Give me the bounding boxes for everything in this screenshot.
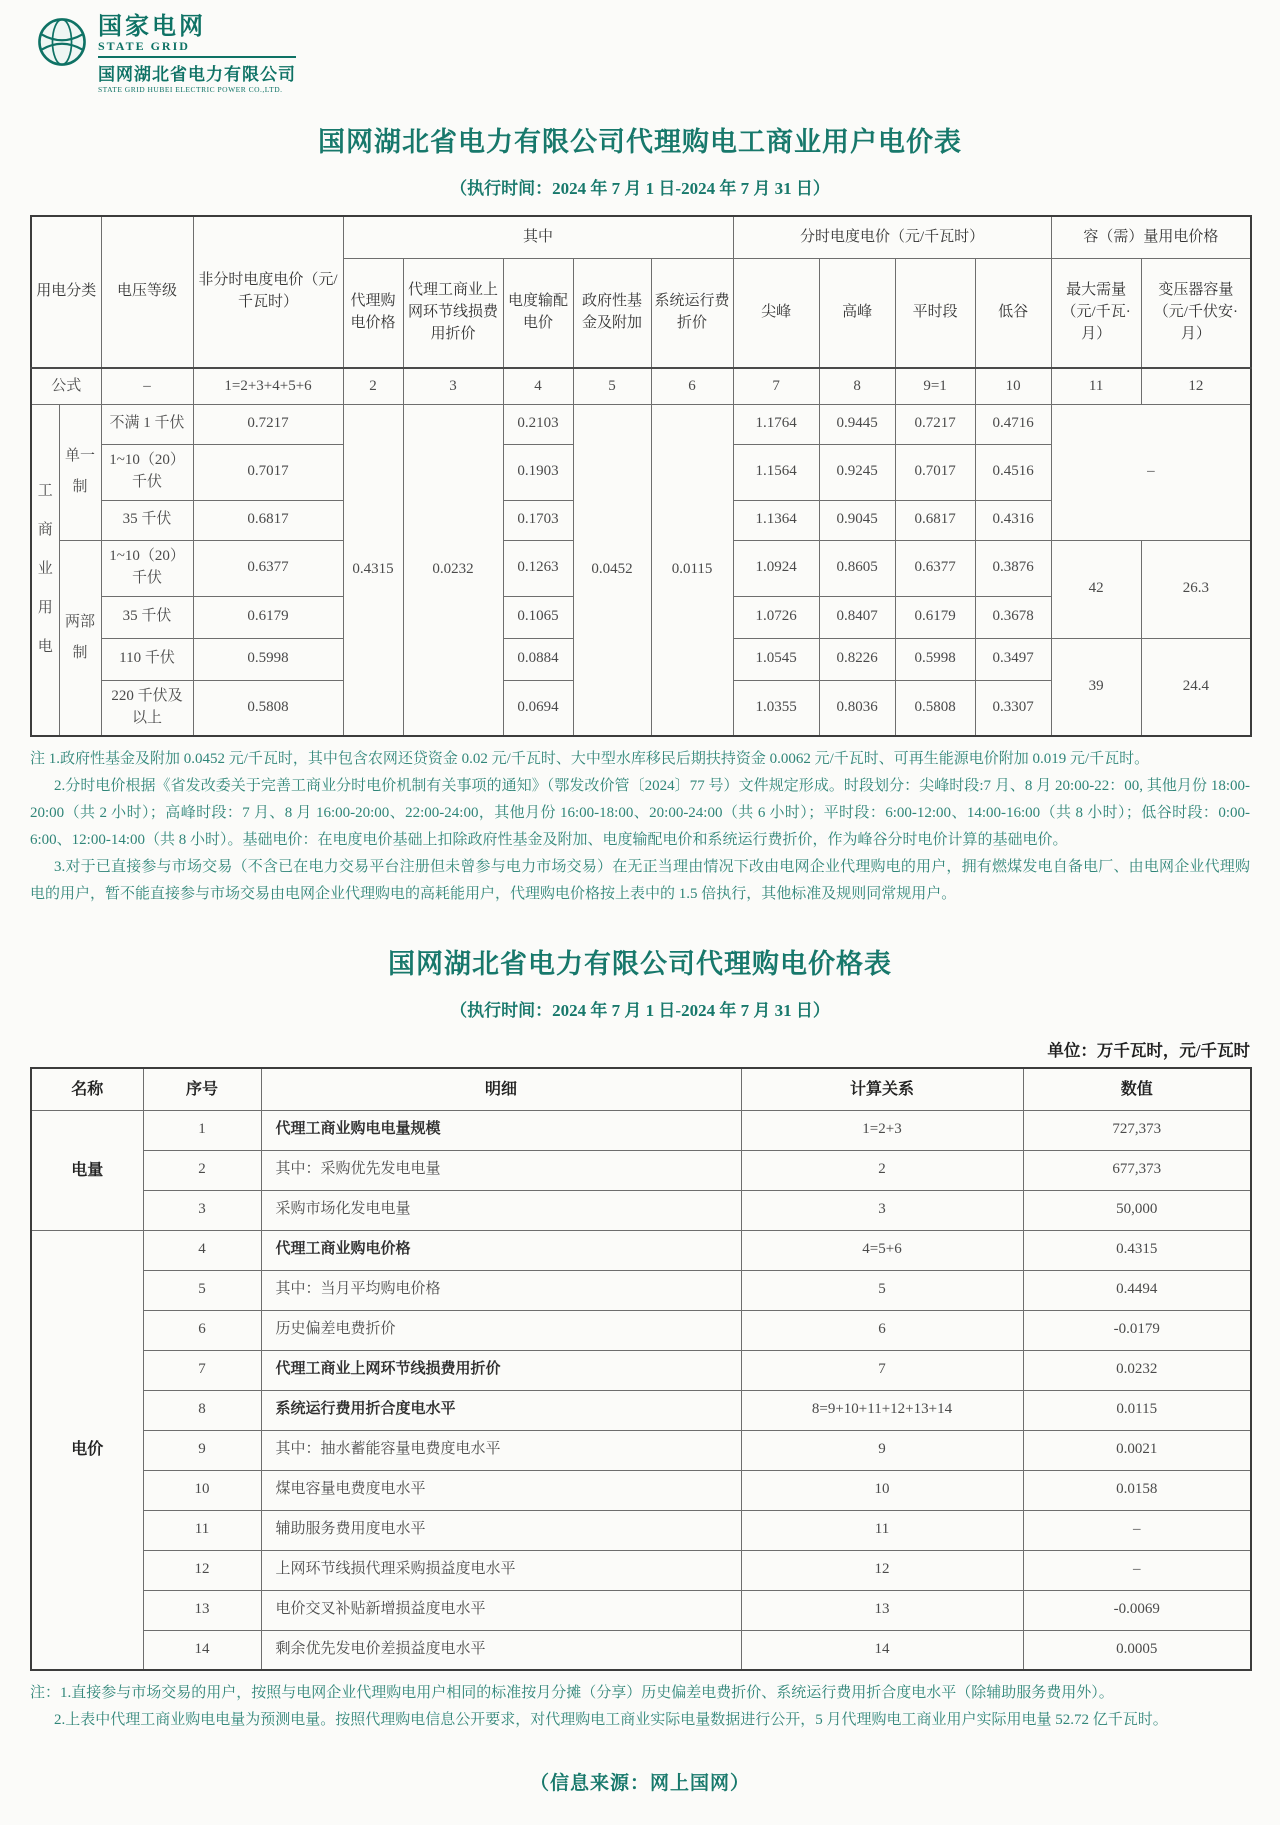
seq-cell: 1 [143, 1110, 261, 1150]
agent-purchase-price-table [30, 1067, 1252, 1671]
detail-cell: 采购市场化发电电量 [261, 1190, 741, 1230]
agent-price-cell: 0.4315 [343, 404, 403, 736]
price-cell: 1.0355 [733, 680, 819, 736]
brand-name-en: STATE GRID [98, 39, 190, 54]
group-electricity-price: 电价 [31, 1230, 143, 1670]
detail-cell: 历史偏差电费折价 [261, 1310, 741, 1350]
value-cell: 0.0005 [1023, 1630, 1251, 1670]
group-header-among: 其中 [343, 216, 733, 258]
formula-cell: 9=1 [895, 368, 975, 404]
detail-cell: 其中：采购优先发电电量 [261, 1150, 741, 1190]
price-cell: 0.4716 [975, 404, 1051, 444]
table-row [31, 1630, 1251, 1670]
formula-cell: 公式 [31, 368, 101, 404]
logo-block [36, 14, 1250, 94]
seq-cell: 9 [143, 1430, 261, 1470]
seq-cell: 11 [143, 1510, 261, 1550]
detail-cell: 代理工商业购电价格 [261, 1230, 741, 1270]
transmission-cell: 0.0694 [503, 680, 573, 736]
col-header-sharp-peak: 尖峰 [733, 258, 819, 368]
seq-cell: 2 [143, 1150, 261, 1190]
table-row [31, 1150, 1251, 1190]
col-header-agent-price: 代理购电价格 [343, 258, 403, 368]
formula-cell: – [101, 368, 193, 404]
formula-cell: 11 [1051, 368, 1141, 404]
col-header-line-loss: 代理工商业上网环节线损费用折价 [403, 258, 503, 368]
table-row [31, 1550, 1251, 1590]
group-header-tou-price: 分时电度电价（元/千瓦时） [733, 216, 1051, 258]
detail-cell: 其中：抽水蓄能容量电费度电水平 [261, 1430, 741, 1470]
price-cell: 0.7017 [895, 444, 975, 500]
calc-cell: 14 [741, 1630, 1023, 1670]
table-row [31, 1470, 1251, 1510]
table-row [31, 1390, 1251, 1430]
calc-cell: 11 [741, 1510, 1023, 1550]
group-single-system: 单一制 [59, 404, 101, 540]
table1-title: 国网湖北省电力有限公司代理购电工商业用户电价表 [318, 127, 962, 158]
brand-name-cn: 国家电网 [98, 13, 206, 40]
calc-cell: 10 [741, 1470, 1023, 1510]
detail-cell: 辅助服务费用度电水平 [261, 1510, 741, 1550]
price-cell: 0.9445 [819, 404, 895, 444]
transmission-cell: 0.1903 [503, 444, 573, 500]
state-grid-logo-icon [36, 16, 88, 73]
table2-notes [30, 1680, 1250, 1734]
voltage-cell: 220 千伏及以上 [101, 680, 193, 736]
price-cell: 0.6377 [895, 540, 975, 596]
detail-cell: 代理工商业购电电量规模 [261, 1110, 741, 1150]
price-cell: 0.6179 [895, 596, 975, 638]
calc-cell: 4=5+6 [741, 1230, 1023, 1270]
transmission-cell: 0.1065 [503, 596, 573, 638]
note-paragraph: 2.上表中代理工商业购电电量为预测电量。按照代理购电信息公开要求，对代理购电工商业实际电量数据进行公开，5 月代理购电工商业用户实际用电量 52.72 亿千瓦时。 [54, 1712, 1168, 1729]
calc-cell: 7 [741, 1350, 1023, 1390]
price-cell: 1.1764 [733, 404, 819, 444]
table1-notes [30, 746, 1250, 908]
value-cell: 727,373 [1023, 1110, 1251, 1150]
group-header-capacity-price: 容（需）量用电价格 [1051, 216, 1251, 258]
col-header-sys-fee: 系统运行费折价 [651, 258, 733, 368]
price-cell: 0.5998 [895, 638, 975, 680]
logo-text [98, 14, 296, 94]
col-header-use-class: 用电分类 [31, 216, 101, 368]
price-cell: 0.8407 [819, 596, 895, 638]
seq-cell: 14 [143, 1630, 261, 1670]
price-cell: 0.8036 [819, 680, 895, 736]
formula-cell: 12 [1141, 368, 1251, 404]
value-cell: – [1023, 1550, 1251, 1590]
col-header-gov-fund: 政府性基金及附加 [573, 258, 651, 368]
value-cell: -0.0069 [1023, 1590, 1251, 1630]
voltage-cell: 110 千伏 [101, 638, 193, 680]
price-cell: 0.5998 [193, 638, 343, 680]
detail-cell: 剩余优先发电价差损益度电水平 [261, 1630, 741, 1670]
table-row [31, 1350, 1251, 1390]
calc-cell: 1=2+3 [741, 1110, 1023, 1150]
table-row [31, 1270, 1251, 1310]
value-cell: 0.0021 [1023, 1430, 1251, 1470]
price-cell: 0.8605 [819, 540, 895, 596]
detail-cell: 电价交叉补贴新增损益度电水平 [261, 1590, 741, 1630]
seq-cell: 12 [143, 1550, 261, 1590]
voltage-cell: 不满 1 千伏 [101, 404, 193, 444]
calc-cell: 2 [741, 1150, 1023, 1190]
transmission-cell: 0.1703 [503, 500, 573, 540]
table-row [31, 1230, 1251, 1270]
transmission-cell: 0.0884 [503, 638, 573, 680]
table-row [31, 1510, 1251, 1550]
formula-cell: 1=2+3+4+5+6 [193, 368, 343, 404]
sys-fee-cell: 0.0115 [651, 404, 733, 736]
seq-cell: 6 [143, 1310, 261, 1350]
value-cell: 0.4494 [1023, 1270, 1251, 1310]
tariff-table [30, 215, 1252, 737]
voltage-cell: 1~10（20）千伏 [101, 444, 193, 500]
price-cell: 0.4316 [975, 500, 1051, 540]
price-cell: 0.5808 [193, 680, 343, 736]
col-header-valley: 低谷 [975, 258, 1051, 368]
price-cell: 1.1564 [733, 444, 819, 500]
table-row [31, 404, 1251, 444]
value-cell: 677,373 [1023, 1150, 1251, 1190]
formula-cell: 7 [733, 368, 819, 404]
voltage-cell: 35 千伏 [101, 500, 193, 540]
formula-cell: 6 [651, 368, 733, 404]
formula-cell: 8 [819, 368, 895, 404]
note-paragraph: 注 1.政府性基金及附加 0.0452 元/千瓦时，其中包含农网还贷资金 0.02 元/千瓦时、大中型水库移民后期扶持资金 0.0062 元/千瓦时、可再生能源电价附加 0.019 元/千瓦时。 [30, 751, 1150, 768]
col-header-transmission: 电度输配电价 [503, 258, 573, 368]
price-cell: 1.0924 [733, 540, 819, 596]
seq-cell: 3 [143, 1190, 261, 1230]
table-row [31, 1590, 1251, 1630]
value-cell: 0.4315 [1023, 1230, 1251, 1270]
formula-cell: 3 [403, 368, 503, 404]
note-paragraph: 3.对于已直接参与市场交易（不含已在电力交易平台注册但未曾参与电力市场交易）在无正当理由情况下改由电网企业代理购电的用户，拥有燃煤发电自备电厂、由电网企业代理购电的用户，暂不能直接参与市场交易由电网企业代理购电的高耗能用户，代理购电价格按上表中的 1.5 倍执行，其他标准及规则同常规用户。 [30, 859, 1250, 903]
group-electricity-quantity: 电量 [31, 1110, 143, 1230]
seq-cell: 4 [143, 1230, 261, 1270]
price-cell: 0.4516 [975, 444, 1051, 500]
price-cell: 0.6179 [193, 596, 343, 638]
voltage-cell: 1~10（20）千伏 [101, 540, 193, 596]
col-header-peak: 高峰 [819, 258, 895, 368]
price-cell: 0.7217 [193, 404, 343, 444]
value-cell: -0.0179 [1023, 1310, 1251, 1350]
table2-title: 国网湖北省电力有限公司代理购电价格表 [388, 949, 892, 980]
price-cell: 0.6817 [193, 500, 343, 540]
col-header-name: 名称 [31, 1068, 143, 1110]
detail-cell: 煤电容量电费度电水平 [261, 1470, 741, 1510]
col-header-transformer: 变压器容量（元/千伏安·月） [1141, 258, 1251, 368]
table1-subtitle: （执行时间：2024 年 7 月 1 日-2024 年 7 月 31 日） [450, 179, 830, 199]
value-cell: 0.0115 [1023, 1390, 1251, 1430]
calc-cell: 8=9+10+11+12+13+14 [741, 1390, 1023, 1430]
price-cell: 0.5808 [895, 680, 975, 736]
price-cell: 0.7017 [193, 444, 343, 500]
calc-cell: 5 [741, 1270, 1023, 1310]
transformer-capacity-cell: 26.3 [1141, 540, 1251, 638]
max-demand-cell: 42 [1051, 540, 1141, 638]
calc-cell: 3 [741, 1190, 1023, 1230]
value-cell: 50,000 [1023, 1190, 1251, 1230]
col-header-value: 数值 [1023, 1068, 1251, 1110]
price-cell: 0.6817 [895, 500, 975, 540]
group-two-part-system: 两部制 [59, 540, 101, 736]
company-name-en: STATE GRID HUBEI ELECTRIC POWER CO.,LTD. [98, 85, 283, 95]
category-industrial-commercial: 工商业用电 [31, 404, 59, 736]
price-cell: 0.3876 [975, 540, 1051, 596]
value-cell: – [1023, 1510, 1251, 1550]
price-cell: 1.1364 [733, 500, 819, 540]
col-header-max-demand: 最大需量（元/千瓦·月） [1051, 258, 1141, 368]
price-cell: 0.9045 [819, 500, 895, 540]
gov-fund-cell: 0.0452 [573, 404, 651, 736]
table-row [31, 1310, 1251, 1350]
col-header-flat-price: 非分时电度电价（元/千瓦时） [193, 216, 343, 368]
price-cell: 1.0545 [733, 638, 819, 680]
table2-subtitle: （执行时间：2024 年 7 月 1 日-2024 年 7 月 31 日） [450, 1001, 830, 1021]
transmission-cell: 0.1263 [503, 540, 573, 596]
formula-cell: 4 [503, 368, 573, 404]
detail-cell: 其中：当月平均购电价格 [261, 1270, 741, 1310]
seq-cell: 8 [143, 1390, 261, 1430]
formula-cell: 5 [573, 368, 651, 404]
voltage-cell: 35 千伏 [101, 596, 193, 638]
calc-cell: 9 [741, 1430, 1023, 1470]
line-loss-cell: 0.0232 [403, 404, 503, 736]
table-row [31, 1110, 1251, 1150]
capacity-cell: – [1051, 404, 1251, 540]
note-paragraph: 注：1.直接参与市场交易的用户，按照与电网企业代理购电用户相同的标准按月分摊（分享）历史偏差电费折价、系统运行费用折合度电水平（除辅助服务费用外）。 [30, 1685, 1114, 1702]
unit-label: 单位：万千瓦时，元/千瓦时 [1047, 1041, 1250, 1061]
calc-cell: 12 [741, 1550, 1023, 1590]
transmission-cell: 0.2103 [503, 404, 573, 444]
price-cell: 0.3678 [975, 596, 1051, 638]
price-cell: 1.0726 [733, 596, 819, 638]
formula-cell: 10 [975, 368, 1051, 404]
max-demand-cell: 39 [1051, 638, 1141, 736]
detail-cell: 上网环节线损代理采购损益度电水平 [261, 1550, 741, 1590]
table-row [31, 1430, 1251, 1470]
calc-cell: 13 [741, 1590, 1023, 1630]
note-paragraph: 2.分时电价根据《省发改委关于完善工商业分时电价机制有关事项的通知》（鄂发改价管〔2024〕77 号）文件规定形成。时段划分：尖峰时段:7 月、8 月 20:00-22：00, 其他月份 18:00-20:00（共 2 小时）；高峰时段：7 月、8 月 16:00-20:00、22:00-24:00，其他月份 16:00-18:00、20:00-24:00（共 6 小时）；平时段：6:00-12:00、14:00-16:00（共 8 小时）；低谷时段：0:00-6:00、12:00-14:00（共 8 小时）。基础电价：在电度电价基础上扣除政府性基金及附加、电度输配电价和系统运行费折价，作为峰谷分时电价计算的基础电价。 [30, 778, 1250, 849]
price-cell: 0.3497 [975, 638, 1051, 680]
info-source: （信息来源：网上国网） [529, 1773, 750, 1795]
seq-cell: 10 [143, 1470, 261, 1510]
price-cell: 0.7217 [895, 404, 975, 444]
company-name-cn: 国网湖北省电力有限公司 [98, 56, 296, 85]
detail-cell: 系统运行费用折合度电水平 [261, 1390, 741, 1430]
formula-cell: 2 [343, 368, 403, 404]
price-cell: 0.6377 [193, 540, 343, 596]
col-header-detail: 明细 [261, 1068, 741, 1110]
col-header-calc: 计算关系 [741, 1068, 1023, 1110]
price-cell: 0.8226 [819, 638, 895, 680]
detail-cell: 代理工商业上网环节线损费用折价 [261, 1350, 741, 1390]
col-header-seq: 序号 [143, 1068, 261, 1110]
transformer-capacity-cell: 24.4 [1141, 638, 1251, 736]
seq-cell: 7 [143, 1350, 261, 1390]
table-row [31, 1190, 1251, 1230]
price-cell: 0.9245 [819, 444, 895, 500]
col-header-voltage: 电压等级 [101, 216, 193, 368]
calc-cell: 6 [741, 1310, 1023, 1350]
value-cell: 0.0158 [1023, 1470, 1251, 1510]
price-cell: 0.3307 [975, 680, 1051, 736]
seq-cell: 5 [143, 1270, 261, 1310]
seq-cell: 13 [143, 1590, 261, 1630]
value-cell: 0.0232 [1023, 1350, 1251, 1390]
col-header-mid: 平时段 [895, 258, 975, 368]
